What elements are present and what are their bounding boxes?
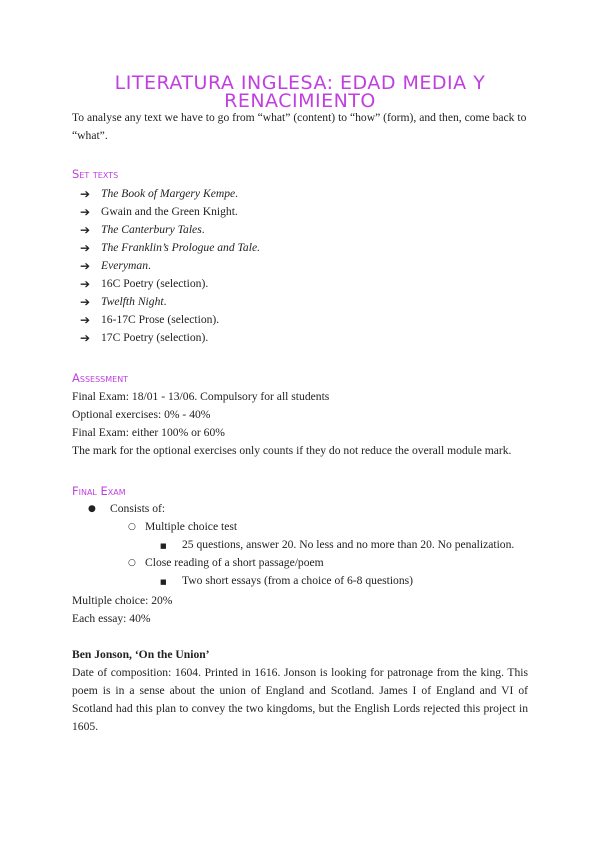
exam-weights [72,592,528,628]
arrow-icon: ➔ [80,331,91,345]
arrow-icon: ➔ [80,223,91,237]
mc-test-text: Multiple choice test [145,520,238,533]
arrow-icon: ➔ [80,295,91,309]
final-exam-list [72,500,528,590]
list-item-text: Everyman [101,259,148,272]
bullet-disc-icon: ● [88,504,96,514]
bullet-circle-icon: ○ [128,558,136,568]
list-item-text: The Franklin’s Prologue and Tale. [101,241,260,254]
arrow-icon: ➔ [80,187,91,201]
list-item [80,221,260,239]
list-item [80,239,260,257]
list-item-text: 16C Poetry (selection). [101,277,209,290]
weight-line: Each essay: 40% [72,612,151,625]
list-item [72,572,528,590]
list-item [72,500,528,518]
assessment-line: The mark for the optional exercises only counts if they do not reduce the overall module mark. [72,444,512,457]
assessment-line: Optional exercises: 0% - 40% [72,408,211,421]
intro-paragraph: To analyse any text we have to go from “what” (content) to “how” (form), and then, come back to “what”. [72,111,527,142]
list-item [72,518,528,536]
assessment-heading: Assessment [72,371,129,385]
list-item [80,257,260,275]
arrow-icon: ➔ [80,313,91,327]
list-item [80,203,260,221]
list-item [80,185,260,203]
list-item [80,329,260,347]
list-item [72,554,528,572]
assessment-block [72,388,528,460]
list-item-suffix: . [235,187,239,200]
arrow-icon: ➔ [80,205,91,219]
list-item [80,293,260,311]
list-item [80,275,260,293]
list-item-text: Twelfth Night [101,295,164,308]
arrow-icon: ➔ [80,241,91,255]
bullet-square-icon: ■ [160,578,167,586]
list-item [72,536,528,554]
list-item-text: The Book of Margery Kempe [101,187,236,200]
final-exam-heading: Final Exam [72,484,126,498]
close-reading-text: Close reading of a short passage/poem [145,556,324,569]
essays-detail-text: Two short essays (from a choice of 6-8 questions) [182,574,414,587]
bullet-circle-icon: ○ [128,522,136,532]
list-item-text: Gwain and the Green Knight. [101,205,238,218]
jonson-title: Ben Jonson, ‘On the Union’ [72,648,210,661]
list-item-suffix: . [148,259,151,272]
bullet-square-icon: ■ [160,542,167,550]
set-texts-heading: Set texts [72,167,119,181]
list-item-suffix: . [163,295,167,308]
mc-detail-text: 25 questions, answer 20. No less and no more than 20. No penalization. [182,538,515,551]
list-item [80,311,260,329]
page-title: LITERATURA INGLESA: EDAD MEDIA Y RENACIMIENTO [114,72,486,112]
list-item-suffix: . [201,223,205,236]
assessment-line: Final Exam: 18/01 - 13/06. Compulsory for all students [72,390,330,403]
jonson-section [72,646,528,736]
assessment-line: Final Exam: either 100% or 60% [72,426,225,439]
arrow-icon: ➔ [80,259,91,273]
set-texts-list [80,185,260,347]
weight-line: Multiple choice: 20% [72,594,173,607]
list-item-text: 16-17C Prose (selection). [101,313,220,326]
jonson-body: Date of composition: 1604. Printed in 1616. Jonson is looking for patronage from the king. This poem is in a sense about the union of England and Scotland. James I of England and VI of Scotland had this plan to convey the two kingdoms, but the English Lords rejected this project in 1605. [72,666,528,733]
consists-text: Consists of: [110,502,166,515]
list-item-text: 17C Poetry (selection). [101,331,209,344]
list-item-text: The Canterbury Tales [101,223,202,236]
arrow-icon: ➔ [80,277,91,291]
